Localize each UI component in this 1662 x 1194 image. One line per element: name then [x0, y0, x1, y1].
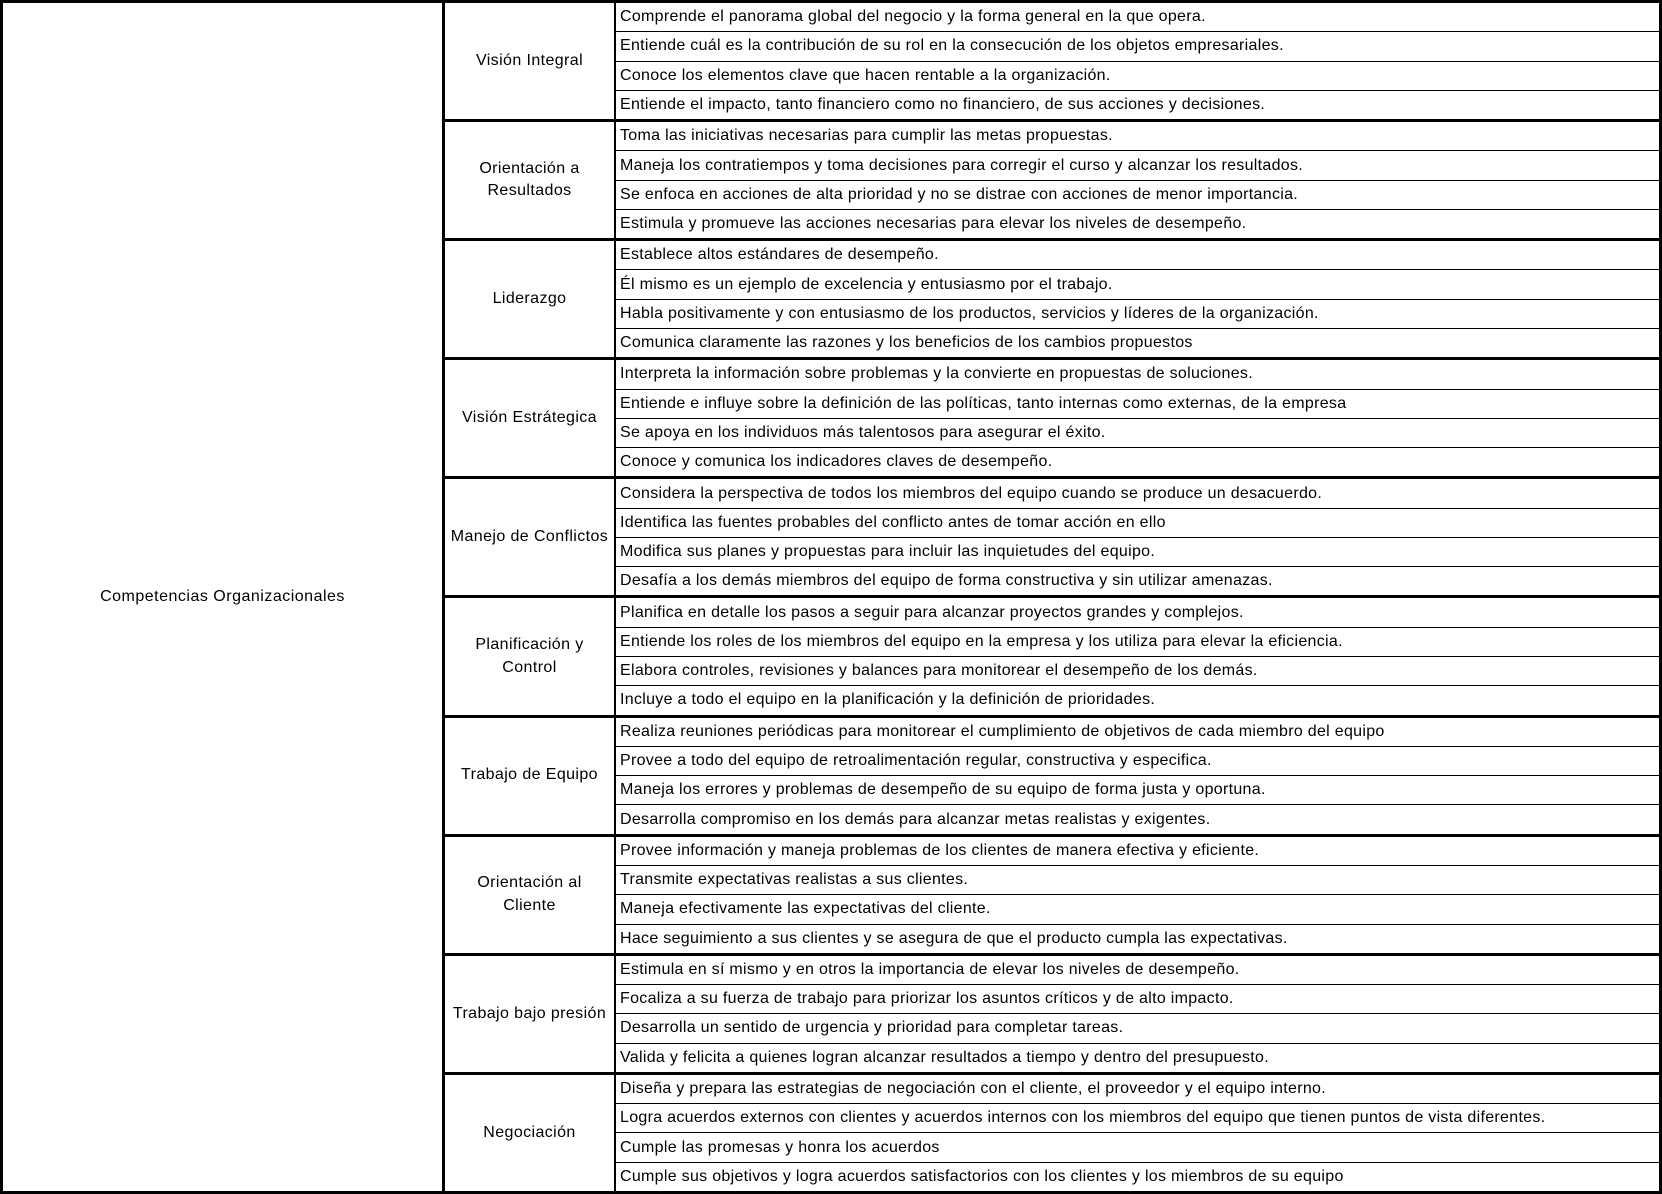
competency-item: Valida y felicita a quienes logran alcanzar resultados a tiempo y dentro del presupuesto.	[620, 1048, 1269, 1066]
item-list	[616, 956, 1659, 1072]
competency-item: Realiza reuniones periódicas para monitorear el cumplimiento de objetivos de cada miembro del equipo	[616, 718, 1659, 747]
competency-item: Incluye a todo el equipo en la planificación y la definición de prioridades.	[620, 691, 1156, 709]
competency-item: Establece altos estándares de desempeño.	[616, 241, 1659, 270]
group-planificacion-control	[445, 598, 1659, 717]
group-negociacion	[445, 1075, 1659, 1191]
competency-item: Considera la perspectiva de todos los miembros del equipo cuando se produce un desacuerdo.	[616, 479, 1659, 508]
category-label: Orientación a Resultados	[479, 159, 580, 200]
competency-item: Planifica en detalle los pasos a seguir para alcanzar proyectos grandes y complejos.	[616, 598, 1659, 627]
competency-item: Conoce y comunica los indicadores claves de desempeño.	[620, 453, 1053, 471]
item-list	[616, 241, 1659, 357]
group-vision-integral	[445, 3, 1659, 122]
category-label: Liderazgo	[492, 290, 567, 308]
competency-item: Entiende los roles de los miembros del equipo en la empresa y los utiliza para elevar la eficiencia.	[616, 628, 1659, 657]
category-cell	[445, 241, 616, 357]
item-list	[616, 598, 1659, 714]
competency-item: Provee información y maneja problemas de los clientes de manera efectiva y eficiente.	[616, 837, 1659, 866]
category-label: Visión Integral	[475, 51, 584, 69]
category-label: Planificación y Control	[475, 636, 584, 676]
competency-item: Se apoya en los individuos más talentosos para asegurar el éxito.	[616, 419, 1659, 448]
competency-item: Desafía a los demás miembros del equipo de forma constructiva y sin utilizar amenazas.	[620, 572, 1273, 590]
item-list	[616, 837, 1659, 953]
item-list	[616, 479, 1659, 595]
group-manejo-conflictos	[445, 479, 1659, 598]
category-label: Manejo de Conflictos	[450, 528, 609, 546]
category-cell	[445, 360, 616, 476]
category-cell	[445, 956, 616, 1072]
competency-item: Entiende cuál es la contribución de su rol en la consecución de los objetos empresariales.	[616, 32, 1659, 61]
competency-item: Provee a todo del equipo de retroalimentación regular, constructiva y especifica.	[616, 747, 1659, 776]
competency-item: Maneja los errores y problemas de desempeño de su equipo de forma justa y oportuna.	[616, 776, 1659, 805]
competency-item: Hace seguimiento a sus clientes y se asegura de que el producto cumpla las expectativas.	[620, 929, 1288, 947]
competency-item: Maneja los contratiempos y toma decisiones para corregir el curso y alcanzar los resultados.	[616, 151, 1659, 180]
competency-item: Cumple sus objetivos y logra acuerdos satisfactorios con los clientes y los miembros de su equipo	[620, 1167, 1344, 1185]
competency-item: Comprende el panorama global del negocio y la forma general en la que opera.	[616, 3, 1659, 32]
category-cell	[445, 122, 616, 238]
category-label: Negociación	[483, 1123, 576, 1141]
competency-item: Identifica las fuentes probables del conflicto antes de tomar acción en ello	[616, 509, 1659, 538]
root-category-cell	[3, 3, 445, 1191]
item-list	[616, 718, 1659, 834]
competency-item: Elabora controles, revisiones y balances para monitorear el desempeño de los demás.	[616, 657, 1659, 686]
competency-item: Transmite expectativas realistas a sus clientes.	[616, 866, 1659, 895]
category-cell	[445, 479, 616, 595]
competency-item: Habla positivamente y con entusiasmo de los productos, servicios y líderes de la organización.	[616, 300, 1659, 329]
category-cell	[445, 1075, 616, 1191]
competency-item: Maneja efectivamente las expectativas del cliente.	[616, 895, 1659, 924]
competency-groups	[445, 3, 1659, 1191]
category-cell	[445, 837, 616, 953]
group-vision-estrategica	[445, 360, 1659, 479]
competency-item: Él mismo es un ejemplo de excelencia y entusiasmo por el trabajo.	[616, 270, 1659, 299]
item-list	[616, 122, 1659, 238]
category-label: Orientación al Cliente	[477, 874, 582, 914]
category-cell	[445, 598, 616, 714]
item-list	[616, 360, 1659, 476]
competency-item: Comunica claramente las razones y los beneficios de los cambios propuestos	[620, 334, 1193, 352]
competency-item: Modifica sus planes y propuestas para incluir las inquietudes del equipo.	[616, 538, 1659, 567]
competency-item: Cumple las promesas y honra los acuerdos	[616, 1133, 1659, 1162]
group-orientacion-cliente	[445, 837, 1659, 956]
category-cell	[445, 3, 616, 119]
competency-item: Entiende e influye sobre la definición de las políticas, tanto internas como externas, de la empresa	[616, 390, 1659, 419]
competency-item: Entiende el impacto, tanto financiero como no financiero, de sus acciones y decisiones.	[620, 95, 1266, 113]
competency-item: Diseña y prepara las estrategias de negociación con el cliente, el proveedor y el equipo interno.	[616, 1075, 1659, 1104]
competency-item: Focaliza a su fuerza de trabajo para priorizar los asuntos críticos y de alto impacto.	[616, 985, 1659, 1014]
category-label: Trabajo bajo presión	[452, 1004, 607, 1022]
category-label: Trabajo de Equipo	[461, 766, 598, 784]
competency-item: Estimula en sí mismo y en otros la importancia de elevar los niveles de desempeño.	[616, 956, 1659, 985]
item-list	[616, 1075, 1659, 1191]
competency-item: Toma las iniciativas necesarias para cumplir las metas propuestas.	[616, 122, 1659, 151]
competency-item: Estimula y promueve las acciones necesarias para elevar los niveles de desempeño.	[620, 215, 1247, 233]
group-trabajo-bajo-presion	[445, 956, 1659, 1075]
root-category-label: Competencias Organizacionales	[100, 588, 345, 605]
category-cell	[445, 718, 616, 834]
competency-item: Interpreta la información sobre problemas y la convierte en propuestas de soluciones.	[616, 360, 1659, 389]
competency-item: Desarrolla un sentido de urgencia y prioridad para completar tareas.	[616, 1014, 1659, 1043]
competency-item: Desarrolla compromiso en los demás para alcanzar metas realistas y exigentes.	[620, 810, 1211, 828]
category-label: Visión Estrátegica	[462, 409, 597, 427]
group-trabajo-equipo	[445, 718, 1659, 837]
competency-item: Se enfoca en acciones de alta prioridad y no se distrae con acciones de menor importancia.	[616, 181, 1659, 210]
competency-item: Logra acuerdos externos con clientes y acuerdos internos con los miembros del equipo que tienen puntos de vista diferentes.	[616, 1104, 1659, 1133]
group-liderazgo	[445, 241, 1659, 360]
group-orientacion-resultados	[445, 122, 1659, 241]
competency-item: Conoce los elementos clave que hacen rentable a la organización.	[616, 62, 1659, 91]
item-list	[616, 3, 1659, 119]
